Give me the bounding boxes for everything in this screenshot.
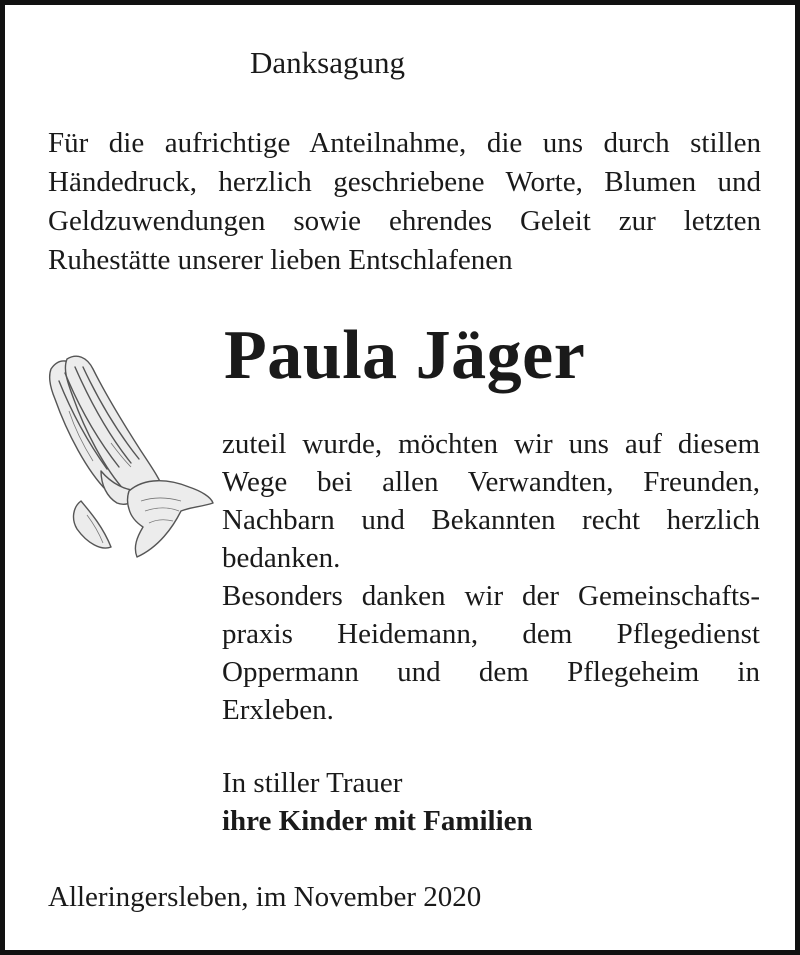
- intro-line: Für die aufrichtige Anteilnahme, die uns durch stillen: [48, 127, 761, 159]
- deceased-name: Paula Jäger: [224, 317, 586, 394]
- closing-phrase: In stiller Trauer: [222, 767, 403, 799]
- body-line: Erxleben.: [222, 694, 334, 726]
- intro-line: Ruhestätte unserer lieben Entschlafenen: [48, 244, 513, 276]
- body-line: Besonders danken wir der Gemeinschafts-: [222, 580, 760, 612]
- intro-line: Händedruck, herzlich geschriebene Worte, Blumen und: [48, 166, 761, 198]
- body-line: bedanken.: [222, 542, 341, 574]
- intro-line: Geldzuwendungen sowie ehrendes Geleit zur letzten: [48, 205, 761, 237]
- body-line: zuteil wurde, möchten wir uns auf diesem: [222, 428, 760, 460]
- body-line: Wege bei allen Verwandten, Freunden,: [222, 466, 760, 498]
- body-text: [222, 425, 760, 729]
- body-line: praxis Heidemann, dem Pflegedienst: [222, 618, 760, 650]
- body-line: Oppermann und dem Pflegeheim in: [222, 656, 760, 688]
- body-line: Nachbarn und Bekannten recht herzlich: [222, 504, 760, 536]
- intro-text: [48, 124, 761, 280]
- praying-hands-icon: [41, 351, 216, 561]
- signature: ihre Kinder mit Familien: [222, 805, 533, 837]
- notice-heading: Danksagung: [250, 45, 405, 80]
- place-date: Alleringersleben, im November 2020: [48, 881, 482, 913]
